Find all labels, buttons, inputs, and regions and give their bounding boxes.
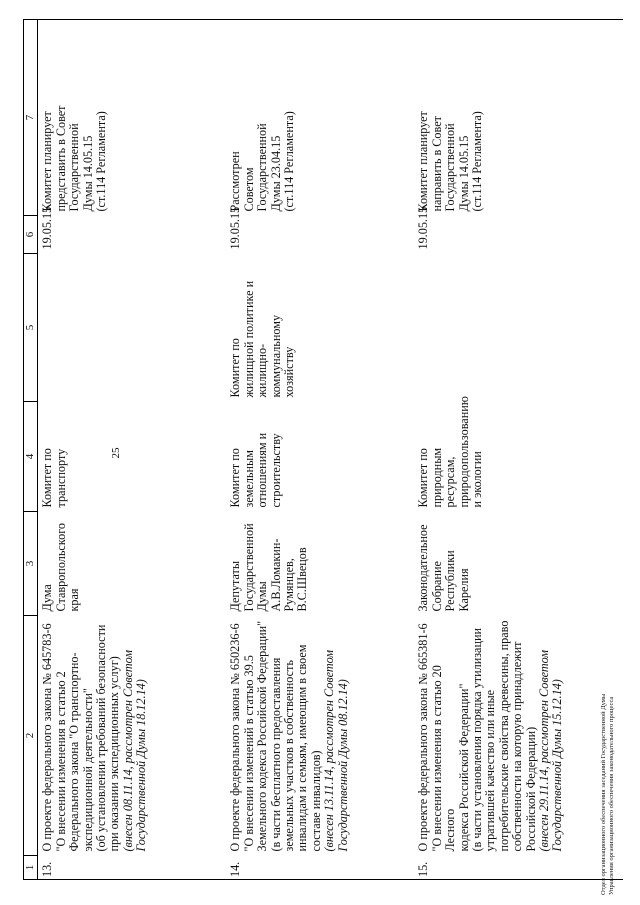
bill-title-line: земельных участков в собственность <box>282 660 297 852</box>
status-line: Государственной <box>67 123 82 212</box>
table-row <box>414 20 623 880</box>
committee-line: и экологии <box>470 451 485 508</box>
bill-note-line: (внесен 08.11.14, рассмотрен Советом <box>120 649 135 852</box>
initiator-line: В.С.Швецов <box>295 547 310 612</box>
committee-line: Комитет по <box>40 448 55 508</box>
committee-line: земельным <box>241 450 256 508</box>
column-header: 6 <box>24 216 38 254</box>
row-number: 13. <box>38 856 227 880</box>
bill-note-line: Государственной Думы 15.12.14) <box>550 679 565 852</box>
bill-description <box>38 616 227 856</box>
bill-title-line: составе инвалидов) <box>308 750 323 852</box>
status-cell <box>226 20 414 216</box>
co-committee-line: жилищно- <box>255 343 270 398</box>
column-header: 1 <box>24 856 38 880</box>
committee-cell <box>38 402 227 512</box>
initiator-line: Депутаты <box>228 560 243 612</box>
status-line: Думы 23.04.15 <box>268 135 283 212</box>
status-line: Рассмотрен <box>228 151 243 212</box>
bill-title-line: (об установлении требований безопасности <box>94 624 109 852</box>
co-committee-cell <box>38 254 227 402</box>
bill-title-line: Земельного кодекса Российской Федерации" <box>255 620 270 852</box>
committee-line: Комитет по <box>228 448 243 508</box>
status-line: Комитет планирует <box>40 111 55 212</box>
column-header: 5 <box>24 254 38 402</box>
date-cell: 19.05.15 <box>40 206 55 250</box>
initiator-line: Собрание <box>429 561 444 612</box>
bill-title-line: (в части установления порядка утилизации <box>470 627 485 852</box>
initiator-line: Дума <box>40 584 55 612</box>
bill-title-line: "О внесении изменений в статью 39.5 <box>241 655 256 852</box>
bill-title-line: (в части бесплатного предоставления <box>268 657 283 852</box>
co-committee-line: жилищной политике и <box>241 280 256 398</box>
bill-title-line: "О внесении изменения в статью 2 <box>53 671 68 852</box>
bill-title-line: О проекте федерального закона № 665381-6 <box>416 623 431 852</box>
status-line: представить в Совет <box>53 105 68 212</box>
initiator-line: Государственной <box>241 523 256 612</box>
row-number: 14. <box>226 856 414 880</box>
bill-title-line: инвалидам и семьям, имеющим в своем <box>295 644 310 852</box>
initiator-line: края <box>67 588 82 612</box>
bill-title-line: "О внесении изменения в статью 20 Лесного <box>429 665 458 852</box>
initiator-cell <box>414 512 623 616</box>
bill-title-line: потребительские свойства древесины, право <box>496 620 511 852</box>
date-cell: 19.05.15 <box>416 206 431 250</box>
committee-line: строительству <box>268 433 283 508</box>
bill-title-line: экспедиционной деятельности" <box>80 688 95 852</box>
bill-title-line: Федерального закона "О транспортно- <box>67 652 82 852</box>
status-line: направить в Совет <box>429 116 444 212</box>
column-number-row <box>24 20 38 880</box>
row-number: 15. <box>414 856 623 880</box>
bill-note-line: Государственной Думы 18.12.14) <box>134 679 149 852</box>
initiator-cell <box>226 512 414 616</box>
committee-line: отношениям и <box>255 432 270 508</box>
document-table-frame <box>23 20 633 880</box>
initiator-line: Республики Карелия <box>443 550 471 612</box>
co-committee-line: Комитет по <box>228 338 243 398</box>
page-number: 25 <box>110 447 122 459</box>
initiator-line: Ставропольского <box>53 523 68 612</box>
status-cell <box>414 20 623 216</box>
bill-title-line: О проекте федерального закона № 645783-6 <box>40 623 55 852</box>
status-line: Думы 14.05.15 <box>80 135 95 212</box>
status-line: Государственной <box>443 123 458 212</box>
co-committee-cell <box>226 254 414 402</box>
status-line: Советом <box>241 167 256 212</box>
bill-title-line: Российской Федерации) <box>523 726 538 852</box>
initiator-cell <box>38 512 227 616</box>
bill-title-line: утратившей качество или иные <box>483 689 498 852</box>
legislation-table <box>23 19 623 880</box>
bill-title-line: кодекса Российской Федерации" <box>456 683 471 852</box>
co-committee-line: хозяйству <box>282 346 297 398</box>
column-header: 4 <box>24 402 38 512</box>
bill-title-line: собственности на которую принадлежит <box>510 641 525 852</box>
committee-line: природным ресурсам, <box>429 447 458 508</box>
committee-line: транспорту <box>53 448 68 508</box>
bill-title-line: при оказании экспедиционных услуг) <box>107 656 122 852</box>
table-row <box>38 20 227 880</box>
status-cell <box>38 20 227 216</box>
bill-note-line: (внесен 29.11.14, рассмотрен Советом <box>537 649 552 852</box>
bill-note-line: (внесен 13.11.14, рассмотрен Советом <box>322 649 337 852</box>
committee-line: природопользованию <box>456 396 471 508</box>
bill-note-line: Государственной Думы 08.12.14) <box>335 679 350 852</box>
footer <box>600 425 616 895</box>
co-committee-cell <box>414 254 623 402</box>
column-header: 2 <box>24 616 38 856</box>
footer-line: Отдел организационного обеспечения заседаний Государственной Думы <box>600 693 607 895</box>
bill-title-line: О проекте федерального закона № 650236-6 <box>228 623 243 852</box>
bill-description <box>226 616 414 856</box>
status-line: Думы 14.05.15 <box>456 135 471 212</box>
column-header: 3 <box>24 512 38 616</box>
table-row <box>226 20 414 880</box>
initiator-line: Законодательное <box>416 524 431 612</box>
table-body <box>38 20 624 880</box>
footer-line: Управления организационного обеспечения законодательного процесса <box>608 696 615 895</box>
status-line: Государственной <box>255 123 270 212</box>
status-line: (ст.114 Регламента) <box>282 111 297 212</box>
status-line: (ст.114 Регламента) <box>94 111 109 212</box>
bill-description <box>414 616 623 856</box>
status-line: Комитет планирует <box>416 111 431 212</box>
initiator-line: А.В.Ломакин- <box>268 538 283 612</box>
initiator-line: Румянцев, <box>282 558 297 612</box>
initiator-line: Думы <box>255 581 270 612</box>
committee-line: Комитет по <box>416 448 431 508</box>
committee-cell <box>414 396 623 512</box>
committee-cell <box>226 402 414 512</box>
date-cell: 19.05.15 <box>228 206 243 250</box>
status-line: (ст.114 Регламента) <box>470 111 485 212</box>
column-header: 7 <box>24 20 38 216</box>
co-committee-line: коммунальному <box>268 314 283 398</box>
